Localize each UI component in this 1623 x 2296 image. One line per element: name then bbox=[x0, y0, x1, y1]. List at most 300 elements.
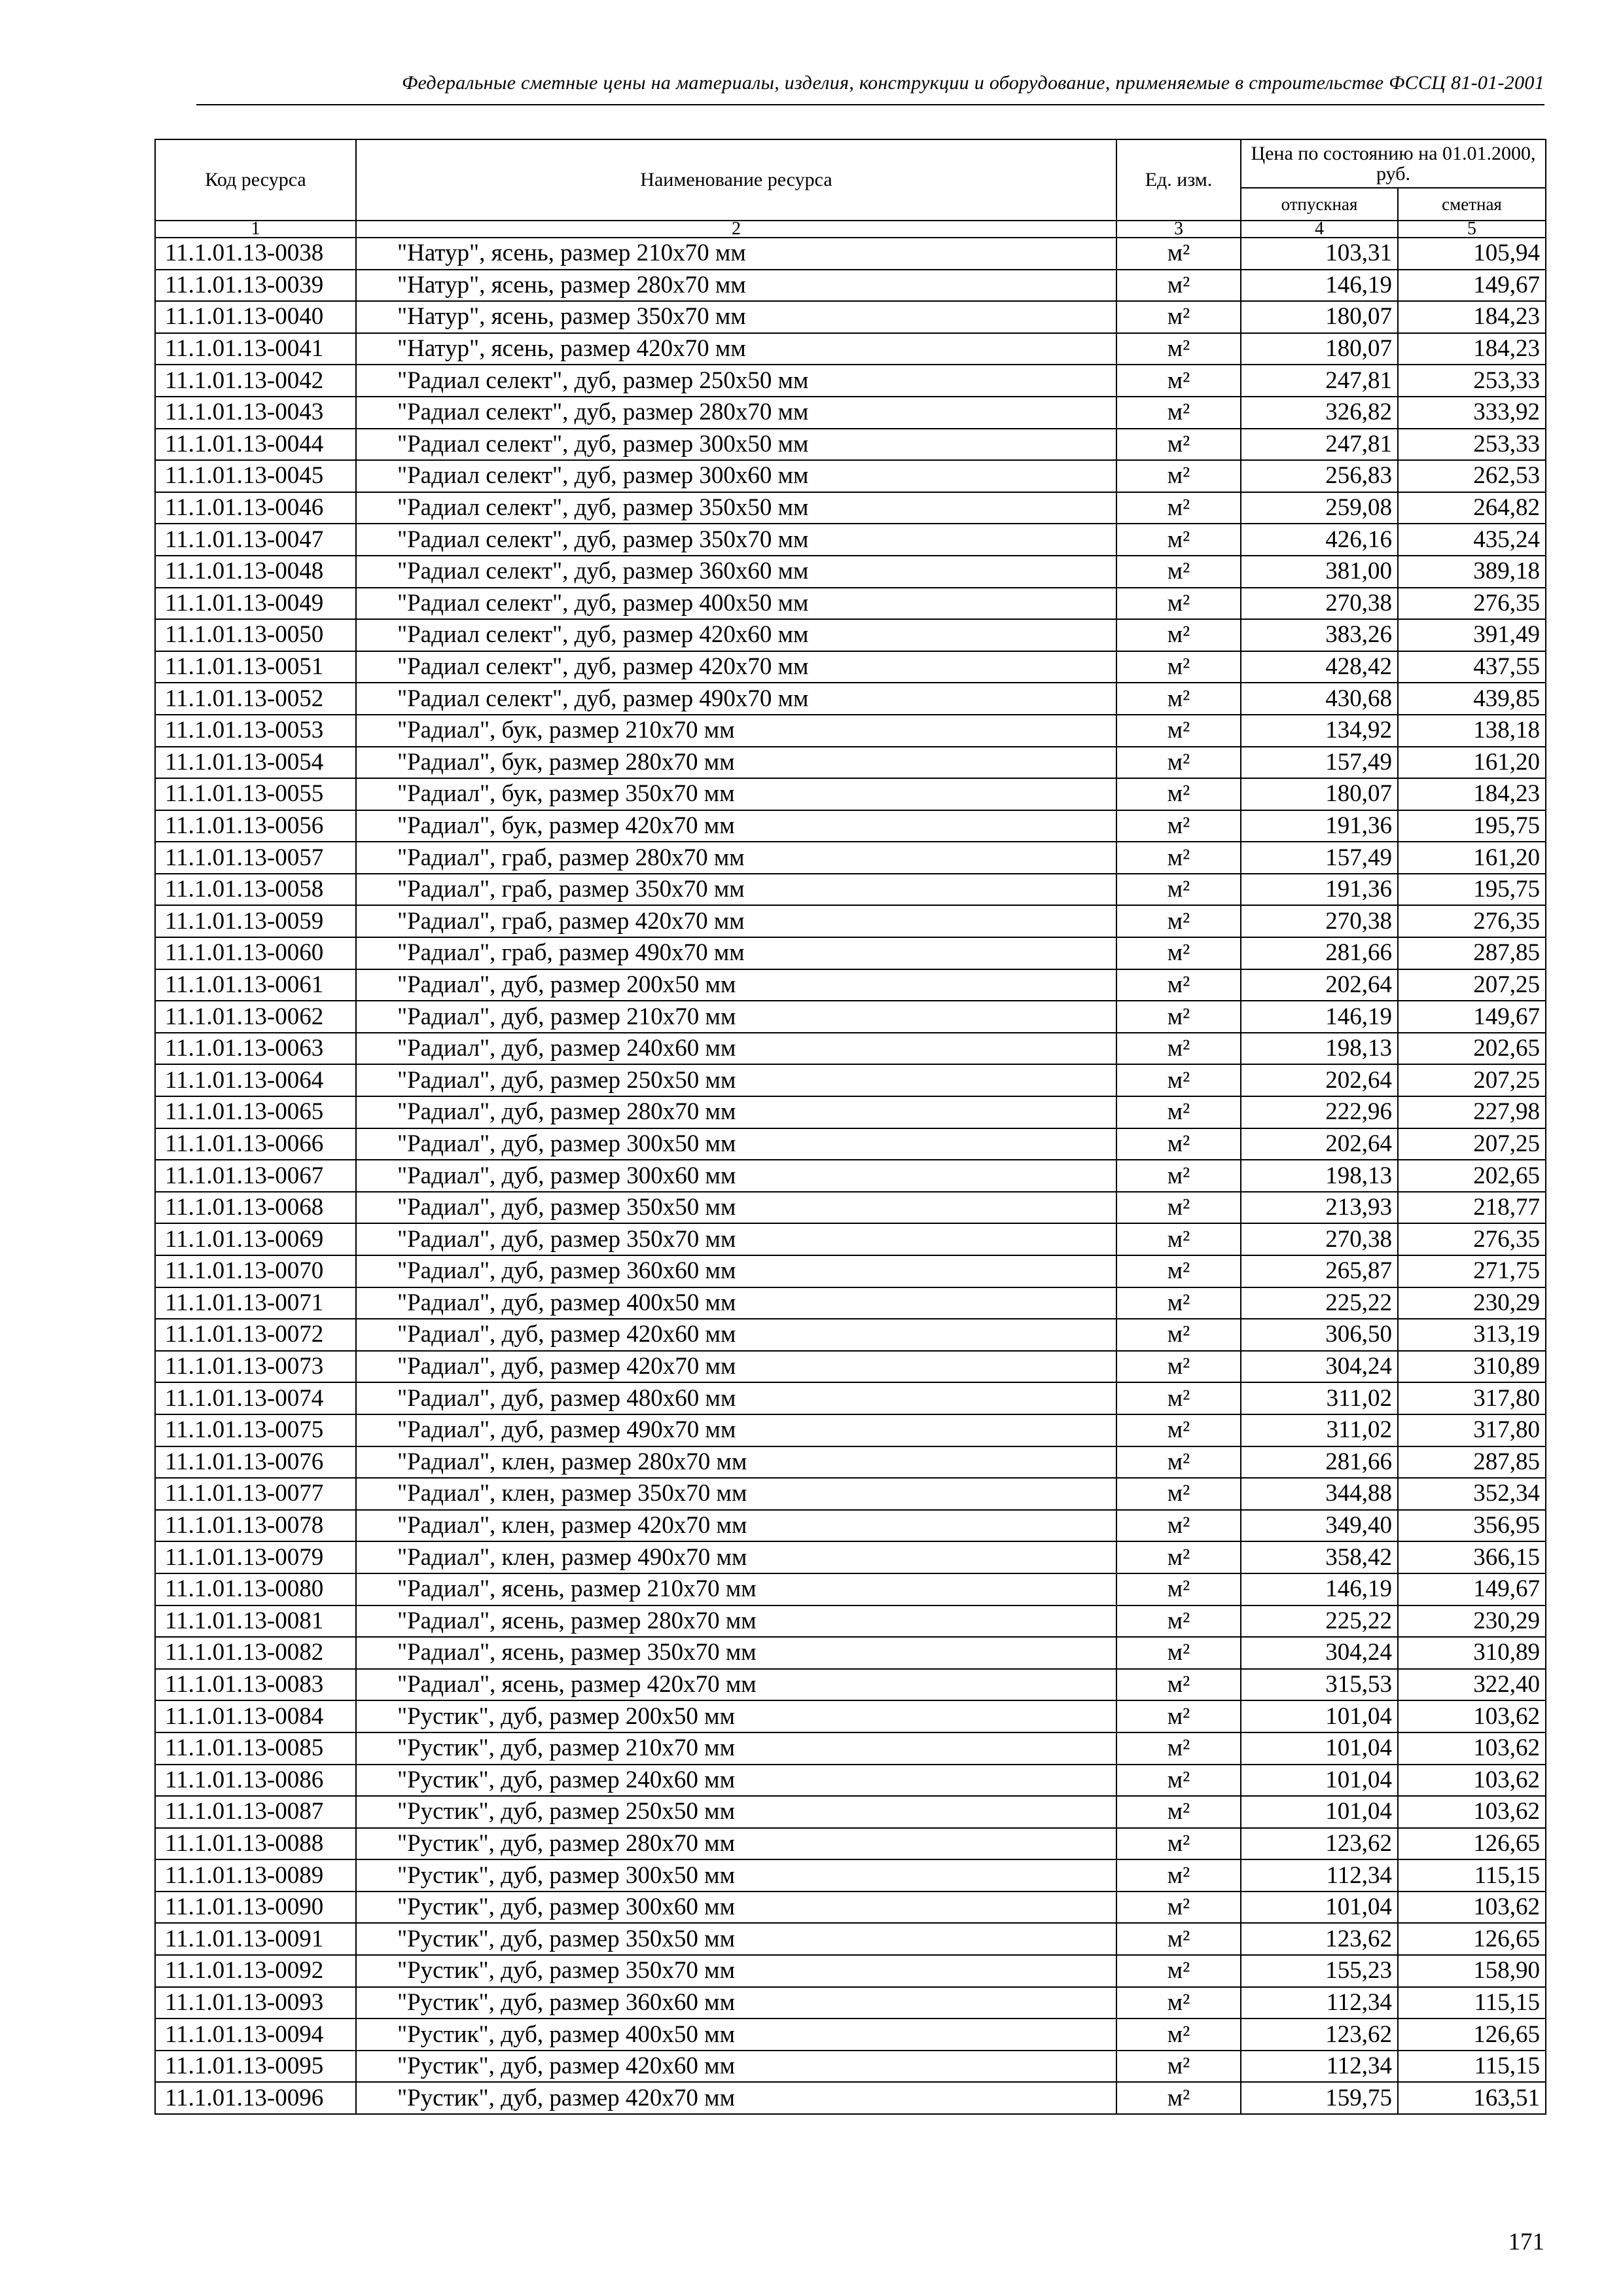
table-row bbox=[155, 1923, 1546, 1955]
running-title: Федеральные сметные цены на материалы, изделия, конструкции и оборудование, применяемые в строительстве ФССЦ 81-01-2001 bbox=[402, 72, 1544, 94]
release-price: 349,40 bbox=[1241, 1510, 1398, 1542]
release-price: 180,07 bbox=[1241, 333, 1398, 365]
resource-code: 11.1.01.13-0077 bbox=[155, 1478, 356, 1510]
estimate-price: 103,62 bbox=[1398, 1765, 1546, 1797]
resource-name: "Радиал селект", дуб, размер 360х60 мм bbox=[356, 556, 1116, 588]
table-row bbox=[155, 2051, 1546, 2083]
resource-code: 11.1.01.13-0071 bbox=[155, 1287, 356, 1319]
resource-name: "Рустик", дуб, размер 280х70 мм bbox=[356, 1828, 1116, 1860]
estimate-price: 437,55 bbox=[1398, 651, 1546, 683]
estimate-price: 271,75 bbox=[1398, 1255, 1546, 1287]
estimate-price: 333,92 bbox=[1398, 397, 1546, 429]
resource-name: "Радиал", ясень, размер 350х70 мм bbox=[356, 1637, 1116, 1669]
table-row bbox=[155, 1510, 1546, 1542]
estimate-price: 389,18 bbox=[1398, 556, 1546, 588]
table-row bbox=[155, 301, 1546, 333]
resource-code: 11.1.01.13-0070 bbox=[155, 1255, 356, 1287]
resource-code: 11.1.01.13-0078 bbox=[155, 1510, 356, 1542]
table-row bbox=[155, 1700, 1546, 1732]
release-price: 101,04 bbox=[1241, 1732, 1398, 1765]
release-price: 426,16 bbox=[1241, 524, 1398, 556]
resource-name: "Радиал селект", дуб, размер 300х60 мм bbox=[356, 460, 1116, 492]
resource-name: "Радиал", клен, размер 280х70 мм bbox=[356, 1446, 1116, 1479]
unit-of-measure: м² bbox=[1116, 651, 1241, 683]
resource-name: "Радиал", дуб, размер 210х70 мм bbox=[356, 1001, 1116, 1033]
resource-code: 11.1.01.13-0063 bbox=[155, 1033, 356, 1065]
resource-code: 11.1.01.13-0056 bbox=[155, 810, 356, 842]
release-price: 191,36 bbox=[1241, 810, 1398, 842]
resource-name: "Радиал", дуб, размер 300х60 мм bbox=[356, 1160, 1116, 1192]
estimate-price: 253,33 bbox=[1398, 365, 1546, 397]
header-estimate-price: сметная bbox=[1398, 188, 1546, 221]
resource-code: 11.1.01.13-0052 bbox=[155, 683, 356, 715]
table-row bbox=[155, 1796, 1546, 1828]
resource-name: "Радиал селект", дуб, размер 350х70 мм bbox=[356, 524, 1116, 556]
release-price: 430,68 bbox=[1241, 683, 1398, 715]
table-row bbox=[155, 1859, 1546, 1892]
estimate-price: 391,49 bbox=[1398, 619, 1546, 651]
table-row bbox=[155, 842, 1546, 874]
unit-of-measure: м² bbox=[1116, 1765, 1241, 1797]
release-price: 155,23 bbox=[1241, 1955, 1398, 1987]
resource-name: "Радиал", бук, размер 420х70 мм bbox=[356, 810, 1116, 842]
resource-name: "Рустик", дуб, размер 300х60 мм bbox=[356, 1892, 1116, 1924]
estimate-price: 366,15 bbox=[1398, 1541, 1546, 1573]
resource-code: 11.1.01.13-0048 bbox=[155, 556, 356, 588]
resource-code: 11.1.01.13-0051 bbox=[155, 651, 356, 683]
release-price: 180,07 bbox=[1241, 778, 1398, 810]
estimate-price: 287,85 bbox=[1398, 937, 1546, 969]
unit-of-measure: м² bbox=[1116, 1859, 1241, 1892]
resource-name: "Радиал селект", дуб, размер 490х70 мм bbox=[356, 683, 1116, 715]
release-price: 123,62 bbox=[1241, 1923, 1398, 1955]
resource-code: 11.1.01.13-0046 bbox=[155, 492, 356, 524]
unit-of-measure: м² bbox=[1116, 238, 1241, 270]
resource-name: "Рустик", дуб, размер 240х60 мм bbox=[356, 1765, 1116, 1797]
table-row bbox=[155, 1669, 1546, 1701]
release-price: 112,34 bbox=[1241, 2051, 1398, 2083]
unit-of-measure: м² bbox=[1116, 1510, 1241, 1542]
unit-of-measure: м² bbox=[1116, 1255, 1241, 1287]
resource-code: 11.1.01.13-0080 bbox=[155, 1573, 356, 1605]
table-row bbox=[155, 1605, 1546, 1638]
unit-of-measure: м² bbox=[1116, 1605, 1241, 1638]
estimate-price: 103,62 bbox=[1398, 1732, 1546, 1765]
table-row bbox=[155, 778, 1546, 810]
estimate-price: 115,15 bbox=[1398, 1859, 1546, 1892]
release-price: 202,64 bbox=[1241, 1064, 1398, 1096]
release-price: 383,26 bbox=[1241, 619, 1398, 651]
table-row bbox=[155, 1541, 1546, 1573]
unit-of-measure: м² bbox=[1116, 1128, 1241, 1160]
resource-name: "Рустик", дуб, размер 350х50 мм bbox=[356, 1923, 1116, 1955]
estimate-price: 262,53 bbox=[1398, 460, 1546, 492]
resource-code: 11.1.01.13-0086 bbox=[155, 1765, 356, 1797]
resource-code: 11.1.01.13-0075 bbox=[155, 1414, 356, 1446]
estimate-price: 322,40 bbox=[1398, 1669, 1546, 1701]
resource-name: "Радиал селект", дуб, размер 250х50 мм bbox=[356, 365, 1116, 397]
resource-name: "Рустик", дуб, размер 250х50 мм bbox=[356, 1796, 1116, 1828]
resource-name: "Радиал", дуб, размер 240х60 мм bbox=[356, 1033, 1116, 1065]
resource-name: "Радиал", граб, размер 350х70 мм bbox=[356, 874, 1116, 906]
resource-code: 11.1.01.13-0066 bbox=[155, 1128, 356, 1160]
estimate-price: 202,65 bbox=[1398, 1033, 1546, 1065]
estimate-price: 352,34 bbox=[1398, 1478, 1546, 1510]
estimate-price: 227,98 bbox=[1398, 1096, 1546, 1128]
release-price: 112,34 bbox=[1241, 1859, 1398, 1892]
estimate-price: 207,25 bbox=[1398, 1128, 1546, 1160]
table-row bbox=[155, 1382, 1546, 1414]
release-price: 134,92 bbox=[1241, 715, 1398, 747]
price-table-body bbox=[155, 238, 1546, 2114]
estimate-price: 105,94 bbox=[1398, 238, 1546, 270]
estimate-price: 158,90 bbox=[1398, 1955, 1546, 1987]
unit-of-measure: м² bbox=[1116, 1573, 1241, 1605]
unit-of-measure: м² bbox=[1116, 1700, 1241, 1732]
release-price: 157,49 bbox=[1241, 842, 1398, 874]
release-price: 247,81 bbox=[1241, 429, 1398, 461]
estimate-price: 103,62 bbox=[1398, 1892, 1546, 1924]
unit-of-measure: м² bbox=[1116, 2082, 1241, 2114]
unit-of-measure: м² bbox=[1116, 492, 1241, 524]
estimate-price: 202,65 bbox=[1398, 1160, 1546, 1192]
table-row bbox=[155, 1955, 1546, 1987]
resource-name: "Рустик", дуб, размер 420х70 мм bbox=[356, 2082, 1116, 2114]
resource-code: 11.1.01.13-0089 bbox=[155, 1859, 356, 1892]
resource-code: 11.1.01.13-0047 bbox=[155, 524, 356, 556]
release-price: 281,66 bbox=[1241, 1446, 1398, 1479]
resource-code: 11.1.01.13-0059 bbox=[155, 905, 356, 937]
release-price: 259,08 bbox=[1241, 492, 1398, 524]
unit-of-measure: м² bbox=[1116, 1414, 1241, 1446]
header-unit: Ед. изм. bbox=[1116, 139, 1241, 221]
unit-of-measure: м² bbox=[1116, 1732, 1241, 1765]
unit-of-measure: м² bbox=[1116, 1541, 1241, 1573]
table-row bbox=[155, 270, 1546, 302]
resource-code: 11.1.01.13-0073 bbox=[155, 1351, 356, 1383]
estimate-price: 276,35 bbox=[1398, 1223, 1546, 1255]
header-price-group: Цена по состоянию на 01.01.2000, руб. bbox=[1241, 139, 1546, 188]
resource-code: 11.1.01.13-0042 bbox=[155, 365, 356, 397]
estimate-price: 103,62 bbox=[1398, 1796, 1546, 1828]
table-row bbox=[155, 1287, 1546, 1319]
resource-code: 11.1.01.13-0088 bbox=[155, 1828, 356, 1860]
release-price: 281,66 bbox=[1241, 937, 1398, 969]
resource-name: "Радиал", клен, размер 350х70 мм bbox=[356, 1478, 1116, 1510]
estimate-price: 313,19 bbox=[1398, 1319, 1546, 1351]
resource-name: "Радиал", граб, размер 490х70 мм bbox=[356, 937, 1116, 969]
release-price: 213,93 bbox=[1241, 1192, 1398, 1224]
unit-of-measure: м² bbox=[1116, 1923, 1241, 1955]
table-row bbox=[155, 1351, 1546, 1383]
resource-code: 11.1.01.13-0092 bbox=[155, 1955, 356, 1987]
resource-code: 11.1.01.13-0074 bbox=[155, 1382, 356, 1414]
release-price: 198,13 bbox=[1241, 1033, 1398, 1065]
resource-name: "Натур", ясень, размер 280х70 мм bbox=[356, 270, 1116, 302]
table-row bbox=[155, 1573, 1546, 1605]
resource-name: "Радиал селект", дуб, размер 350х50 мм bbox=[356, 492, 1116, 524]
resource-code: 11.1.01.13-0087 bbox=[155, 1796, 356, 1828]
table-row bbox=[155, 1446, 1546, 1479]
resource-name: "Радиал", дуб, размер 360х60 мм bbox=[356, 1255, 1116, 1287]
resource-name: "Рустик", дуб, размер 210х70 мм bbox=[356, 1732, 1116, 1765]
release-price: 101,04 bbox=[1241, 1796, 1398, 1828]
release-price: 270,38 bbox=[1241, 588, 1398, 620]
table-row bbox=[155, 1096, 1546, 1128]
estimate-price: 230,29 bbox=[1398, 1287, 1546, 1319]
estimate-price: 115,15 bbox=[1398, 1987, 1546, 2019]
resource-name: "Радиал селект", дуб, размер 420х70 мм bbox=[356, 651, 1116, 683]
release-price: 103,31 bbox=[1241, 238, 1398, 270]
table-row bbox=[155, 2018, 1546, 2051]
unit-of-measure: м² bbox=[1116, 715, 1241, 747]
table-row bbox=[155, 1128, 1546, 1160]
resource-name: "Натур", ясень, размер 210х70 мм bbox=[356, 238, 1116, 270]
resource-name: "Радиал селект", дуб, размер 300х50 мм bbox=[356, 429, 1116, 461]
release-price: 247,81 bbox=[1241, 365, 1398, 397]
header-code: Код ресурса bbox=[155, 139, 356, 221]
table-row bbox=[155, 1319, 1546, 1351]
release-price: 304,24 bbox=[1241, 1351, 1398, 1383]
resource-name: "Радиал", клен, размер 490х70 мм bbox=[356, 1541, 1116, 1573]
resource-code: 11.1.01.13-0038 bbox=[155, 238, 356, 270]
unit-of-measure: м² bbox=[1116, 1796, 1241, 1828]
release-price: 270,38 bbox=[1241, 1223, 1398, 1255]
resource-code: 11.1.01.13-0041 bbox=[155, 333, 356, 365]
resource-name: "Радиал селект", дуб, размер 420х60 мм bbox=[356, 619, 1116, 651]
release-price: 123,62 bbox=[1241, 2018, 1398, 2051]
column-number: 2 bbox=[356, 221, 1116, 238]
unit-of-measure: м² bbox=[1116, 842, 1241, 874]
resource-name: "Радиал", дуб, размер 420х60 мм bbox=[356, 1319, 1116, 1351]
table-row bbox=[155, 1033, 1546, 1065]
resource-name: "Рустик", дуб, размер 420х60 мм bbox=[356, 2051, 1116, 2083]
estimate-price: 195,75 bbox=[1398, 874, 1546, 906]
estimate-price: 184,23 bbox=[1398, 301, 1546, 333]
unit-of-measure: м² bbox=[1116, 1319, 1241, 1351]
resource-name: "Радиал", дуб, размер 250х50 мм bbox=[356, 1064, 1116, 1096]
column-numbers-row bbox=[155, 221, 1546, 238]
release-price: 306,50 bbox=[1241, 1319, 1398, 1351]
release-price: 304,24 bbox=[1241, 1637, 1398, 1669]
unit-of-measure: м² bbox=[1116, 397, 1241, 429]
release-price: 311,02 bbox=[1241, 1382, 1398, 1414]
resource-name: "Радиал", дуб, размер 200х50 мм bbox=[356, 969, 1116, 1001]
estimate-price: 195,75 bbox=[1398, 810, 1546, 842]
unit-of-measure: м² bbox=[1116, 619, 1241, 651]
resource-code: 11.1.01.13-0061 bbox=[155, 969, 356, 1001]
resource-name: "Рустик", дуб, размер 200х50 мм bbox=[356, 1700, 1116, 1732]
estimate-price: 317,80 bbox=[1398, 1414, 1546, 1446]
unit-of-measure: м² bbox=[1116, 1033, 1241, 1065]
resource-name: "Радиал", бук, размер 210х70 мм bbox=[356, 715, 1116, 747]
unit-of-measure: м² bbox=[1116, 1987, 1241, 2019]
resource-code: 11.1.01.13-0049 bbox=[155, 588, 356, 620]
table-row bbox=[155, 492, 1546, 524]
unit-of-measure: м² bbox=[1116, 1382, 1241, 1414]
table-row bbox=[155, 1001, 1546, 1033]
estimate-price: 264,82 bbox=[1398, 492, 1546, 524]
estimate-price: 161,20 bbox=[1398, 747, 1546, 779]
resource-code: 11.1.01.13-0053 bbox=[155, 715, 356, 747]
unit-of-measure: м² bbox=[1116, 1637, 1241, 1669]
table-row bbox=[155, 429, 1546, 461]
resource-name: "Радиал", дуб, размер 420х70 мм bbox=[356, 1351, 1116, 1383]
release-price: 101,04 bbox=[1241, 1765, 1398, 1797]
release-price: 159,75 bbox=[1241, 2082, 1398, 2114]
resource-name: "Радиал", ясень, размер 280х70 мм bbox=[356, 1605, 1116, 1638]
header-name: Наименование ресурса bbox=[356, 139, 1116, 221]
resource-code: 11.1.01.13-0081 bbox=[155, 1605, 356, 1638]
estimate-price: 276,35 bbox=[1398, 905, 1546, 937]
resource-name: "Натур", ясень, размер 350х70 мм bbox=[356, 301, 1116, 333]
resource-name: "Радиал", бук, размер 280х70 мм bbox=[356, 747, 1116, 779]
resource-name: "Радиал", граб, размер 420х70 мм bbox=[356, 905, 1116, 937]
estimate-price: 310,89 bbox=[1398, 1351, 1546, 1383]
resource-code: 11.1.01.13-0040 bbox=[155, 301, 356, 333]
estimate-price: 126,65 bbox=[1398, 1923, 1546, 1955]
release-price: 191,36 bbox=[1241, 874, 1398, 906]
estimate-price: 161,20 bbox=[1398, 842, 1546, 874]
table-row bbox=[155, 969, 1546, 1001]
estimate-price: 439,85 bbox=[1398, 683, 1546, 715]
resource-code: 11.1.01.13-0069 bbox=[155, 1223, 356, 1255]
estimate-price: 149,67 bbox=[1398, 270, 1546, 302]
unit-of-measure: м² bbox=[1116, 810, 1241, 842]
release-price: 358,42 bbox=[1241, 1541, 1398, 1573]
resource-code: 11.1.01.13-0068 bbox=[155, 1192, 356, 1224]
column-number: 4 bbox=[1241, 221, 1398, 238]
price-table bbox=[154, 139, 1546, 2115]
header-release-price: отпускная bbox=[1241, 188, 1398, 221]
unit-of-measure: м² bbox=[1116, 270, 1241, 302]
unit-of-measure: м² bbox=[1116, 1064, 1241, 1096]
table-row bbox=[155, 619, 1546, 651]
estimate-price: 184,23 bbox=[1398, 333, 1546, 365]
resource-code: 11.1.01.13-0093 bbox=[155, 1987, 356, 2019]
header-rule bbox=[196, 104, 1544, 105]
resource-name: "Радиал", дуб, размер 480х60 мм bbox=[356, 1382, 1116, 1414]
column-number: 5 bbox=[1398, 221, 1546, 238]
release-price: 146,19 bbox=[1241, 1001, 1398, 1033]
resource-code: 11.1.01.13-0084 bbox=[155, 1700, 356, 1732]
table-row bbox=[155, 1223, 1546, 1255]
resource-name: "Радиал", граб, размер 280х70 мм bbox=[356, 842, 1116, 874]
resource-code: 11.1.01.13-0054 bbox=[155, 747, 356, 779]
estimate-price: 138,18 bbox=[1398, 715, 1546, 747]
table-row bbox=[155, 1414, 1546, 1446]
unit-of-measure: м² bbox=[1116, 1351, 1241, 1383]
resource-code: 11.1.01.13-0083 bbox=[155, 1669, 356, 1701]
unit-of-measure: м² bbox=[1116, 1001, 1241, 1033]
unit-of-measure: м² bbox=[1116, 365, 1241, 397]
unit-of-measure: м² bbox=[1116, 301, 1241, 333]
table-row bbox=[155, 1828, 1546, 1860]
estimate-price: 356,95 bbox=[1398, 1510, 1546, 1542]
estimate-price: 149,67 bbox=[1398, 1573, 1546, 1605]
resource-code: 11.1.01.13-0045 bbox=[155, 460, 356, 492]
table-row bbox=[155, 1892, 1546, 1924]
column-number: 1 bbox=[155, 221, 356, 238]
estimate-price: 126,65 bbox=[1398, 2018, 1546, 2051]
release-price: 112,34 bbox=[1241, 1987, 1398, 2019]
unit-of-measure: м² bbox=[1116, 333, 1241, 365]
table-row bbox=[155, 238, 1546, 270]
resource-name: "Радиал", ясень, размер 210х70 мм bbox=[356, 1573, 1116, 1605]
release-price: 180,07 bbox=[1241, 301, 1398, 333]
resource-code: 11.1.01.13-0076 bbox=[155, 1446, 356, 1479]
unit-of-measure: м² bbox=[1116, 1828, 1241, 1860]
release-price: 146,19 bbox=[1241, 1573, 1398, 1605]
table-row bbox=[155, 1637, 1546, 1669]
release-price: 157,49 bbox=[1241, 747, 1398, 779]
unit-of-measure: м² bbox=[1116, 683, 1241, 715]
table-row bbox=[155, 1987, 1546, 2019]
estimate-price: 287,85 bbox=[1398, 1446, 1546, 1479]
unit-of-measure: м² bbox=[1116, 874, 1241, 906]
release-price: 344,88 bbox=[1241, 1478, 1398, 1510]
release-price: 311,02 bbox=[1241, 1414, 1398, 1446]
resource-name: "Радиал", дуб, размер 490х70 мм bbox=[356, 1414, 1116, 1446]
estimate-price: 115,15 bbox=[1398, 2051, 1546, 2083]
table-row bbox=[155, 1160, 1546, 1192]
estimate-price: 218,77 bbox=[1398, 1192, 1546, 1224]
resource-code: 11.1.01.13-0085 bbox=[155, 1732, 356, 1765]
estimate-price: 276,35 bbox=[1398, 588, 1546, 620]
unit-of-measure: м² bbox=[1116, 1223, 1241, 1255]
table-row bbox=[155, 747, 1546, 779]
resource-code: 11.1.01.13-0064 bbox=[155, 1064, 356, 1096]
table-row bbox=[155, 1732, 1546, 1765]
resource-code: 11.1.01.13-0050 bbox=[155, 619, 356, 651]
unit-of-measure: м² bbox=[1116, 588, 1241, 620]
resource-code: 11.1.01.13-0044 bbox=[155, 429, 356, 461]
table-row bbox=[155, 333, 1546, 365]
table-row bbox=[155, 1064, 1546, 1096]
resource-code: 11.1.01.13-0082 bbox=[155, 1637, 356, 1669]
release-price: 225,22 bbox=[1241, 1605, 1398, 1638]
unit-of-measure: м² bbox=[1116, 1478, 1241, 1510]
resource-code: 11.1.01.13-0060 bbox=[155, 937, 356, 969]
release-price: 101,04 bbox=[1241, 1700, 1398, 1732]
unit-of-measure: м² bbox=[1116, 1160, 1241, 1192]
table-row bbox=[155, 651, 1546, 683]
release-price: 225,22 bbox=[1241, 1287, 1398, 1319]
release-price: 222,96 bbox=[1241, 1096, 1398, 1128]
unit-of-measure: м² bbox=[1116, 747, 1241, 779]
release-price: 101,04 bbox=[1241, 1892, 1398, 1924]
unit-of-measure: м² bbox=[1116, 1287, 1241, 1319]
unit-of-measure: м² bbox=[1116, 905, 1241, 937]
unit-of-measure: м² bbox=[1116, 1096, 1241, 1128]
table-row bbox=[155, 397, 1546, 429]
estimate-price: 253,33 bbox=[1398, 429, 1546, 461]
table-row bbox=[155, 1255, 1546, 1287]
release-price: 428,42 bbox=[1241, 651, 1398, 683]
resource-name: "Радиал", ясень, размер 420х70 мм bbox=[356, 1669, 1116, 1701]
resource-name: "Натур", ясень, размер 420х70 мм bbox=[356, 333, 1116, 365]
resource-code: 11.1.01.13-0079 bbox=[155, 1541, 356, 1573]
estimate-price: 126,65 bbox=[1398, 1828, 1546, 1860]
resource-code: 11.1.01.13-0072 bbox=[155, 1319, 356, 1351]
release-price: 198,13 bbox=[1241, 1160, 1398, 1192]
table-row bbox=[155, 524, 1546, 556]
release-price: 326,82 bbox=[1241, 397, 1398, 429]
release-price: 202,64 bbox=[1241, 1128, 1398, 1160]
table-row bbox=[155, 2082, 1546, 2114]
resource-name: "Радиал", дуб, размер 350х50 мм bbox=[356, 1192, 1116, 1224]
unit-of-measure: м² bbox=[1116, 2051, 1241, 2083]
